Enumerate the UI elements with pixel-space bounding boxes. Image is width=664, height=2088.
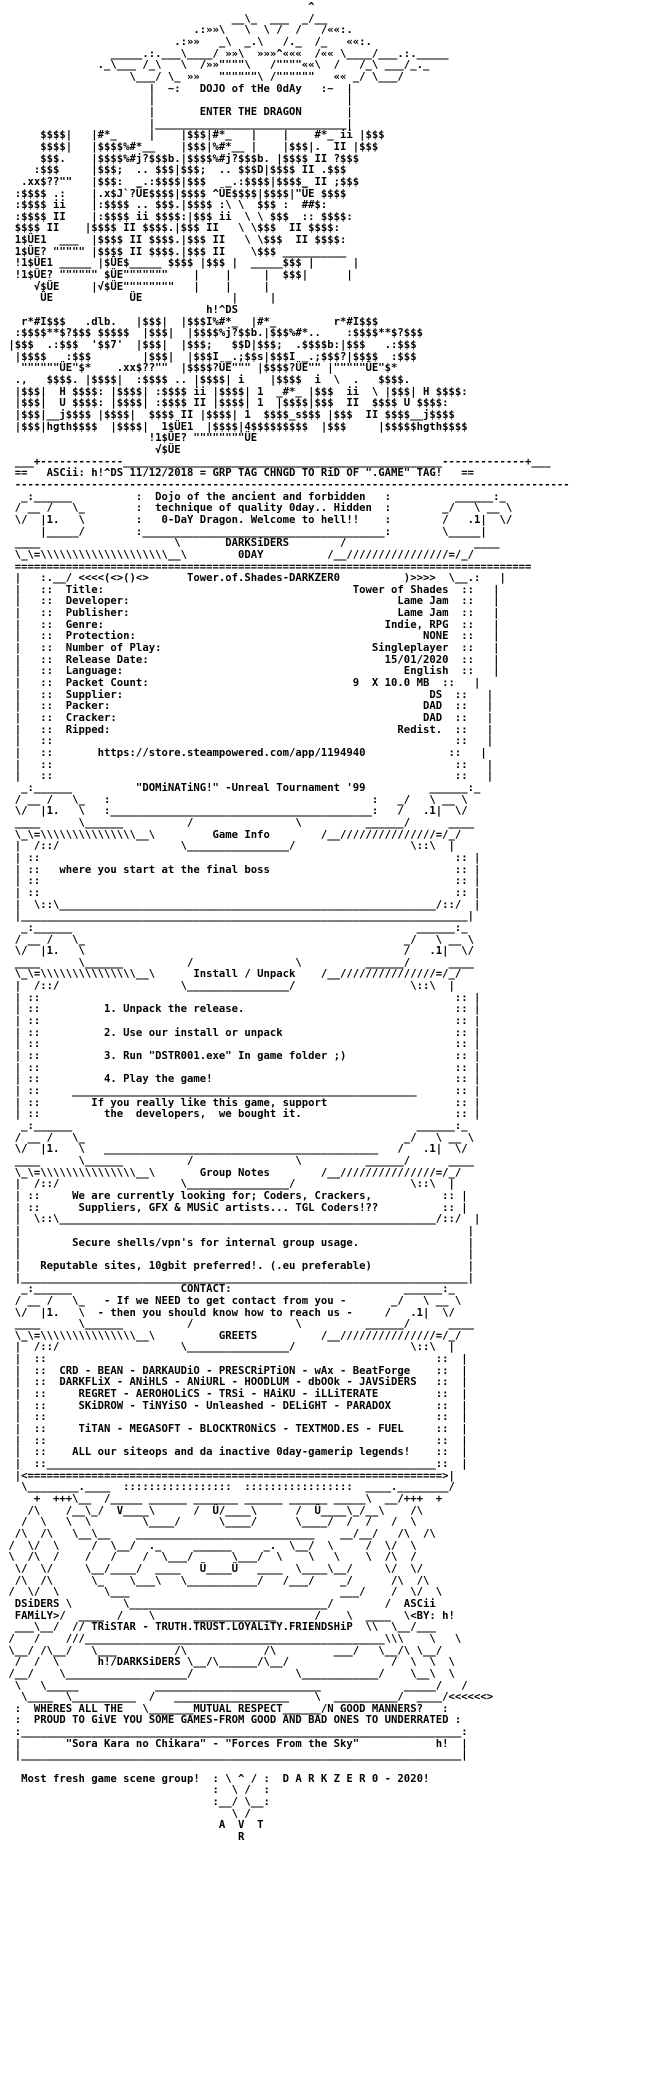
nfo-ascii-art: ^ __\_ ___ _/__ .:»»\ \ \ / / /««:. .:»» _\ _.\ /._ /_ ««:. _____.:.___\____/ »»\ »»»^««« /«« \____/___.:._____ ._\___ /_\ \ /»»""""\ /""""««\ / /_\ ___/_._ \___/ \_ »» """"""\ /"""""" «« _/ \___/ | ~: DOJO of tHe 0dAy :~ | | | | ENTER THE DRAGON | |______________________________| $$$$| |#*_ | |$$$|#*_ | | #*_ ii |$$$ $$$$| |$$$$%#*__ |$$$|%#*__ | |$$$|. II |$$$ $$$. |$$$$%#j?$$$b.|$$$$%#j?$$$b. |$$$$ II ?$$$ :$$$ |$$$; .. $$$|$$$; .. $$$D|$$$$ II .$$$ .xx$??"" |$$$: _.:$$$$|$$$ _.:$$$$|$$$$_ II ;$$$ :$$$$ .: |.x$J`?ÜE$$$$|$$$$ ^ÜE$$$$|$$$$|"ÜE $$$$ :$$$$ ii |:$$$$ .. $$$.|$$$$ :\ \ $$$ : ##$: :$$$$ II |:$$$$ ii $$$$:|$$$ ii \ \ $$$ :: $$$$: $$$$ II |$$$$ II $$$$.|$$$ II \ \$$$ II $$$$: 1$ÜE1 ___ |$$$$ II $$$$.|$$$ II \ \$$$ II $$$$: 1$ÜE? """"" |$$$$ II $$$$.|$$$ II \$$$ __________ !1$ÜE1 _____ |$ÜE$_____ $$$$ |$$$ | _____$$$ | | !1$ÜE? """""" $ÜE""""""" | | | $$$| | √$ÜE |√$ÜE"""""""" | | | ÜE ÜE | | h!^DS r*#I$$$ .dlb. |$$$| |$$$I%#*_ |#*_ r*#I$$$ :$$$$**$?$$$ $$$$$ |$$$| |$$$$%j?$$b.|$$$%#*.. :$$$$**$?$$$ |$$$ .:$$$ '$$7' |$$$| |$$$; $$D|$$$; .$$$$b:|$$$ .:$$$ |$$$$ :$$$ |$$$| |$$$I _.;$$s|$$$I _.;$$$?|$$$$ :$$$ """"""ÜE"$* .xx$??"" |$$$$?ÜE""" |$$$$?ÜE"" |"""""ÜE"$* ., $$$$. |$$$$| :$$$$ .. |$$$$| i |$$$$ i \ . $$$$. |$$$| H $$$$: |$$$$| :$$$$ ii |$$$$| 1 _#*_ |$$$ ii \ |$$$| H $$$$: |$$$| U $$$$: |$$$$| :$$$$ II |$$$$| 1 |$$$$|$$$ II $$$$ U $$$$: |$$$|__j$$$$ |$$$$| $$$$ II |$$$$| 1 $$$$_s$$$ |$$$ II $$$$__j$$$$ |$$$|hgth$$$$ |$$$$| 1$ÜE1 |$$$$|4$$$$$$$$$ |$$$ |$$$$$hgth$$$$ !1$ÜE? """"""""ÜE √$ÜE ___+-------------__________________________________________________-------------+___ == ASCii: h!^DS 11/12/2018 = GRP TAG CHNGD TO RiD OF ".GAME" TAG! == --------------------------------------------------------------------------------------- _:______ : Dojo of the ancient and forbidden : ______:_ / __ / \_ : technique of quality 0day.. Hidden : _/ \ __ \ \/ |1. \ : 0-DaY Dragon. Welcome to hell!! : / .1| \/ |_____/ :______________________________________: \_____| ____ \ DARKSiDERS / ____ \_\=\\\\\\\\\\\\\\\\\\\\__\ 0DAY /__////////////////=/_/ ================================================================================= | :.__/ <<<<(<>()<> Tower.of.Shades-DARKZER0 )>>>> \__.: | | :: Title: Tower of Shades :: | | :: Developer: Lame Jam :: | | :: Publisher: Lame Jam :: | | :: Genre: Indie, RPG :: | | :: Protection: NONE :: | | :: Number of Play: Singleplayer :: | | :: Release Date: 15/01/2020 :: | | :: Language: English :: | | :: Packet Count: 9 X 10.0 MB :: | | :: Supplier: DS :: | | :: Packer: DAD :: | | :: Cracker: DAD :: | | :: Ripped: Redist. :: | | :: :: | | :: https://store.steampowered.com/app/1194940 :: | | :: :: | | :: :: | _:______ "DOMiNATiNG!" -Unreal Tournament '99 ______:_ / __ / \_ : : _/ \ __ \ \/ |1. \ :_________________________________________: / .1| \/ ____ \______ / \ ______/ ____ \_\=\\\\\\\\\\\\\\\__\ Game Info /__///////////////=/_/ | /::/ \________________/ \::\ | | :: :: | | :: where you start at the final boss :: | | :: :: | | :: :: | | \::\___________________________________________________________/::/ | |______________________________________________________________________| _:______ ______:_ / __ / \_ _/ \ __ \ \/ |1. \ / .1| \/ ____ \______ / \ ______/ ____ \_\=\\\\\\\\\\\\\\\__\ Install / Unpack /__///////////////=/_/ | /::/ \________________/ \::\ | | :: :: | | :: 1. Unpack the release. :: | | :: :: | | :: 2. Use our install or unpack :: | | :: :: | | :: 3. Run "DSTR001.exe" In game folder ;) :: | | :: :: | | :: 4. Play the game! :: | | :: ______________________________________________________ :: | | :: If you really like this game, support :: | | :: the developers, we bought it. :: | _:______ ______:_ / __ / \_ _/ \ __ \ \/ |1. \ ___________________________________________ / .1| \/ ____ \______ / \ ______/ ____ \_\=\\\\\\\\\\\\\\\__\ Group Notes /__///////////////=/_/ | /::/ \________________/ \::\ | | :: We are currently looking for; Coders, Crackers, :: | | :: Suppliers, GFX & MUSiC artists... TGL Coders!?? :: | | \::\___________________________________________________________/::/ | | | | Secure shells/vpn's for internal group usage. | | | | Reputable sites, 10gbit preferred!. (.eu preferable) | |______________________________________________________________________| _:______ CONTACT: ______:_ / __ / \_ - If we NEED to get contact from you - _/ \ __ \ \/ |1. \ - then you should know how to reach us - / .1| \/ ____ \______ / \ ______/ ____ \_\=\\\\\\\\\\\\\\\__\ GREETS /__///////////////=/_/ | /::/ \________________/ \::\ | | :: :: | | :: CRD - BEAN - DARKAUDiO - PRESCRiPTiON - wAx - BeatForge :: | | :: DARKFLiX - ANiHLS - ANiURL - HOODLUM - dbOOk - JAVSiDERS :: | | :: REGRET - AEROHOLiCS - TRSi - HAiKU - iLLiTERATE :: | | :: SKiDROW - TiNYiSO - Unleashed - DELiGHT - PARADOX :: | | :: :: | | :: TiTAN - MEGASOFT - BLOCKTRONiCS - TEXTMOD.ES - FUEL :: | | :: :: | | :: ALL our siteops and da inactive 0day-gamerip legends! :: | | ::_____________________________________________________________:: | |<=================================================================>| \________.____ ::::::::::::::::: ::::::::::::::::: ____.________/ + +++\__ /_____ ______ _______ ______ ______ _____\ __/+++ + /\ /__\_/ V____\ / Ü/____\ / Ü____\_/__\ /\ / \ \ \ \____/ \____/ \____/ / / / \ /\ /\ \__\__ ____________________________ __/__/ /\ /\ / \/ \ / \__/ ._ ______ _. \__/ \ / \/ \ \ /\ / / / / \___/ \___/ \ \ \ \ /\ / \/ \/ \__/____/ ____ Ü____Ü ____ \____\__/ \/ \/ /\ /\ \_ \___\ \___________/ /___/ _/ /\ /\ / \/ \ \___ ___/ / \/ \ DSiDERS \ \_______________________________/ / ASCii FAMiLY>/ ____ / \ _____________ / \ ____ \<BY: h! ___\__/ // TRiSTAR - TRUTH.TRUST.LOYALiTY.FRIENDSHiP \\ \__/___ / / ///_______________________________________________\\\ \ \ \__/ /\__/ \___ /\ /\ ___/ \__/\ \__/ / / \ h!/DARKSiDERS \__/\______/\__/ / \ \ \ /__/ \___________________/ \____________/ \__\ \ \ \_____ __________________________ _____/ / \____ \__________ / __________________ \ __________/ ____/<<<<<<> : WHERES ALL THE \_______MUTUAL RESPECT______/N GOOD MANNERS? : : PROUD TO GiVE YOU SOME GAMES-FROM GOOD AND BAD ONES TO UNDERRATED : :_____________________________________________________________________: | "Sora Kara no Chikara" - "Forces From the Sky" h! | |_____________________________________________________________________| Most fresh game scene group! : \ ^ / : D A R K Z E R 0 - 2020! : \ / : :__/ \__: \ / A V T R xyxy=(8,1,570,1844)
